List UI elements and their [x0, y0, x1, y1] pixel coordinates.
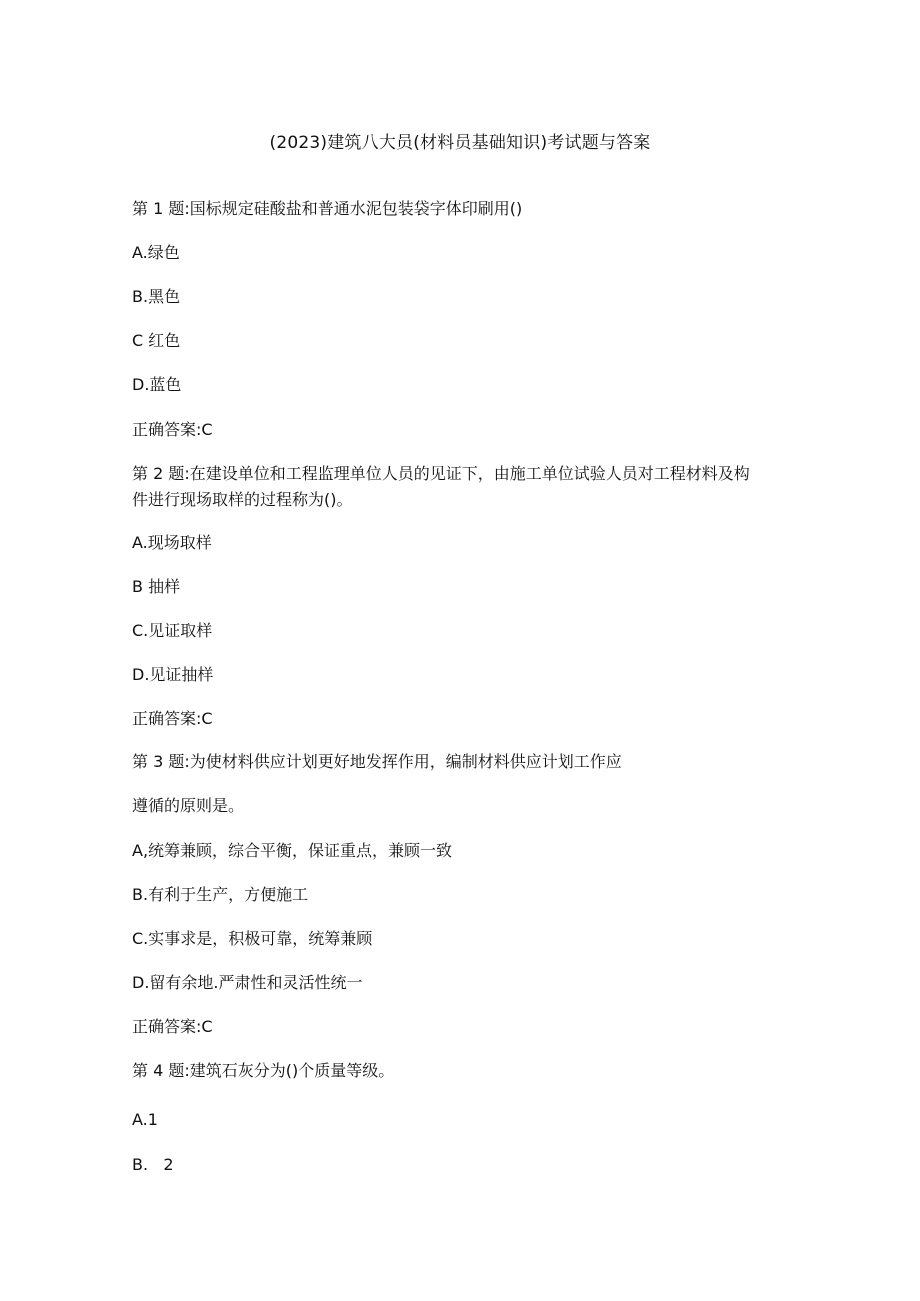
- question-2-option-c: C.见证取样: [132, 621, 213, 640]
- question-1-option-b: B.黑色: [132, 287, 181, 306]
- question-2-stem-line-1: 第 2 题:在建设单位和工程监理单位人员的见证下，由施工单位试验人员对工程材料及构: [132, 464, 750, 483]
- question-1-option-a: A.绿色: [132, 243, 180, 262]
- question-3-option-a: A,统筹兼顾，综合平衡，保证重点，兼顾一致: [132, 841, 453, 860]
- question-4-option-a: A.1: [132, 1110, 158, 1129]
- question-3-stem-line-1: 第 3 题:为使材料供应计划更好地发挥作用，编制材料供应计划工作应: [132, 752, 622, 771]
- question-3-option-c: C.实事求是，积极可靠，统筹兼顾: [132, 929, 373, 948]
- question-3-option-b: B.有利于生产，方便施工: [132, 885, 309, 904]
- question-2-option-b: B 抽样: [132, 577, 181, 596]
- question-4-option-b: B. 2: [132, 1155, 174, 1174]
- question-4-stem: 第 4 题:建筑石灰分为()个质量等级。: [132, 1061, 395, 1080]
- question-2-answer: 正确答案:C: [132, 709, 213, 728]
- question-1-answer: 正确答案:C: [132, 420, 213, 439]
- question-2-option-a: A.现场取样: [132, 533, 212, 552]
- question-2-stem-line-2: 件进行现场取样的过程称为()。: [132, 490, 353, 509]
- question-1-option-d: D.蓝色: [132, 375, 182, 394]
- question-3-stem-line-2: 遵循的原则是。: [132, 796, 245, 815]
- question-2-option-d: D.见证抽样: [132, 665, 214, 684]
- document-title: (2023)建筑八大员(材料员基础知识)考试题与答案: [269, 133, 651, 153]
- question-1-option-c: C 红色: [132, 331, 181, 350]
- question-3-answer: 正确答案:C: [132, 1017, 213, 1036]
- question-1-stem: 第 1 题:国标规定硅酸盐和普通水泥包装袋字体印刷用(): [132, 199, 523, 218]
- question-3-option-d: D.留有余地.严肃性和灵活性统一: [132, 973, 363, 992]
